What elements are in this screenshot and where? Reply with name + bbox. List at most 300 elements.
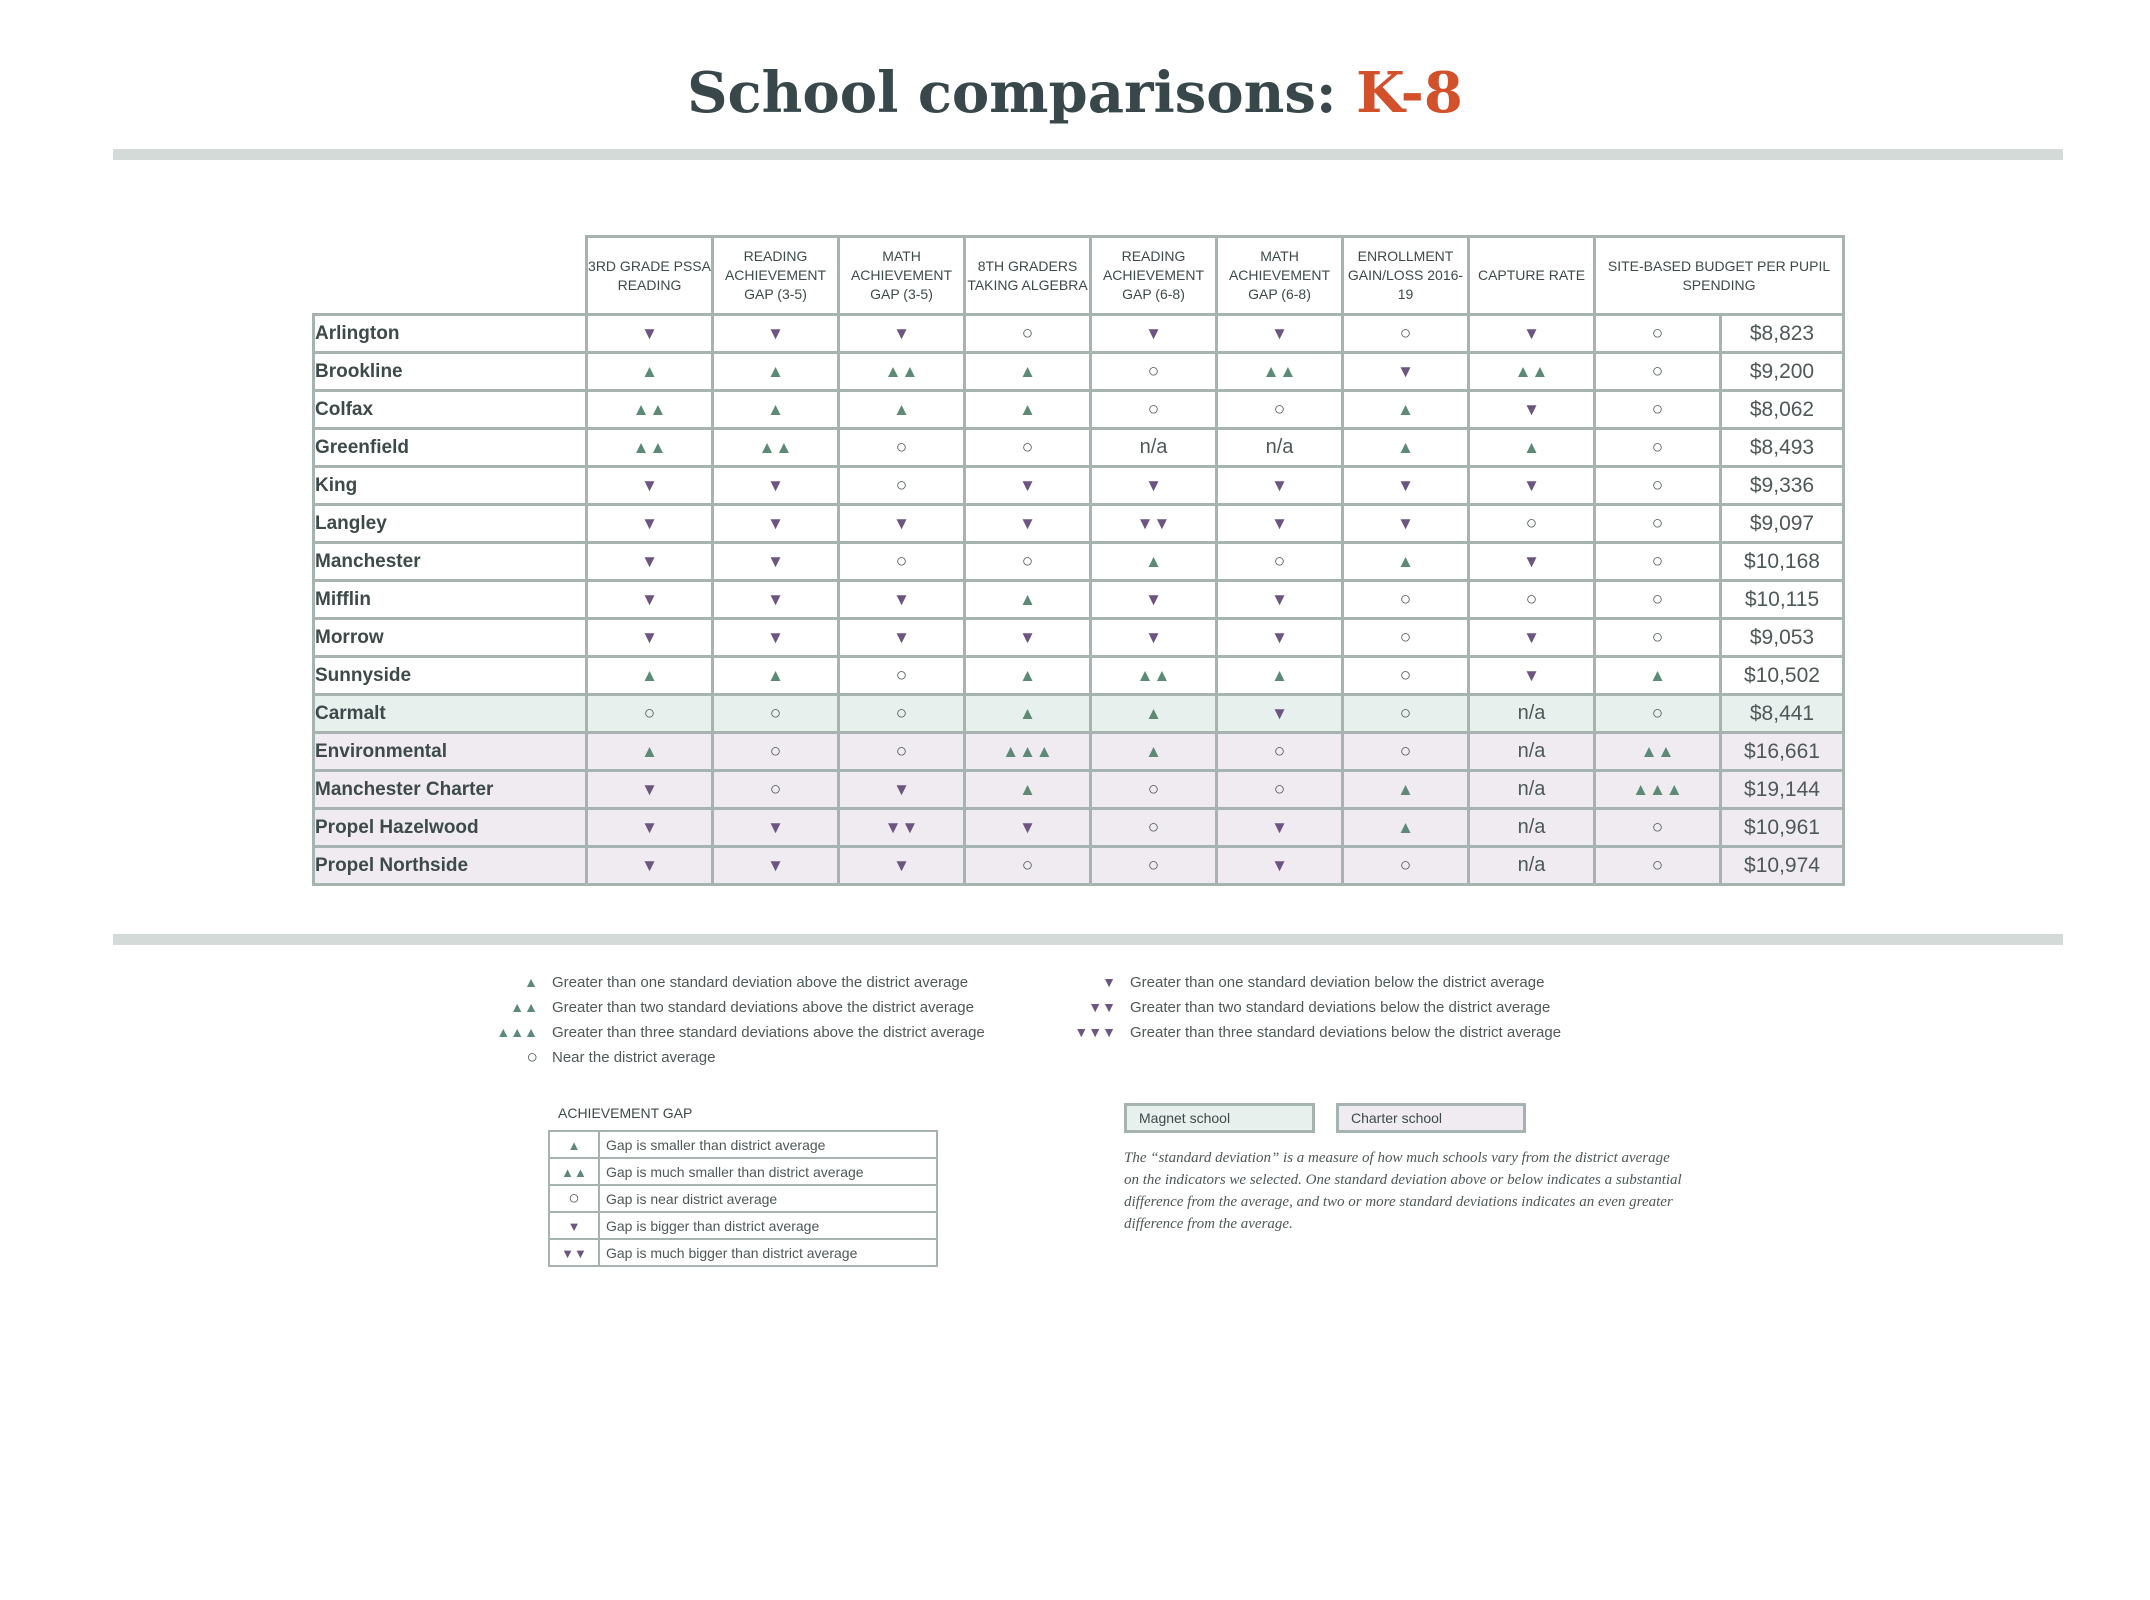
table-row — [314, 543, 1844, 581]
table-row — [314, 467, 1844, 505]
indicator-cell — [965, 657, 1091, 695]
indicator-cell — [1091, 695, 1217, 733]
triangle-down-icon: ▼ — [1145, 476, 1162, 495]
triangle-down-icon: ▼ — [1271, 818, 1288, 837]
triangle-down-icon: ▼ — [893, 628, 910, 647]
legend-item — [470, 1045, 985, 1070]
indicator-cell — [965, 809, 1091, 847]
indicator-cell — [1469, 505, 1595, 543]
indicator-cell — [713, 619, 839, 657]
indicator-cell — [1469, 429, 1595, 467]
triangle-down-icon: ▼ — [767, 628, 784, 647]
triangle-up-icon: ▲ — [567, 1137, 581, 1153]
triangle-up-icon: ▲ — [641, 742, 658, 761]
indicator-cell — [1217, 391, 1343, 429]
indicator-cell — [1343, 619, 1469, 657]
triangle-down-icon: ▼ — [641, 514, 658, 533]
col-header: READING ACHIEVEMENT GAP (6-8) — [1091, 237, 1217, 315]
per-pupil-spending: $19,144 — [1721, 771, 1844, 809]
triangle-up-icon: ▲ — [1523, 438, 1540, 457]
indicator-cell — [965, 391, 1091, 429]
comparison-table — [312, 235, 1845, 886]
school-name: Propel Hazelwood — [314, 809, 587, 847]
indicator-cell — [1595, 505, 1721, 543]
indicator-cell — [1091, 543, 1217, 581]
triangle-down-icon: ▼ — [641, 818, 658, 837]
triangle-up-icon: ▲▲ — [1514, 362, 1549, 381]
achievement-gap-text: Gap is much bigger than district average — [599, 1239, 937, 1266]
indicator-cell — [1091, 353, 1217, 391]
school-name: Propel Northside — [314, 847, 587, 885]
indicator-cell — [587, 543, 713, 581]
per-pupil-spending: $8,823 — [1721, 315, 1844, 353]
circle-icon: ○ — [895, 475, 908, 496]
indicator-cell — [965, 695, 1091, 733]
triangle-up-icon: ▲ — [1019, 590, 1036, 609]
table-row — [314, 315, 1844, 353]
legend-text: Greater than two standard deviations below the district average — [1130, 999, 1551, 1016]
na-text: n/a — [1517, 702, 1546, 724]
indicator-cell — [1469, 847, 1595, 885]
indicator-cell — [1217, 543, 1343, 581]
circle-icon: ○ — [1273, 551, 1286, 572]
school-name: Arlington — [314, 315, 587, 353]
school-name: Environmental — [314, 733, 587, 771]
achievement-gap-symbol — [549, 1239, 599, 1266]
indicator-cell — [587, 353, 713, 391]
indicator-cell — [1217, 809, 1343, 847]
circle-icon: ○ — [1525, 513, 1538, 534]
circle-icon: ○ — [895, 437, 908, 458]
circle-icon: ○ — [769, 779, 782, 800]
school-name: Morrow — [314, 619, 587, 657]
triangle-up-icon: ▲ — [1019, 704, 1036, 723]
triangle-down-icon: ▼▼ — [884, 818, 919, 837]
indicator-cell — [1217, 467, 1343, 505]
triangle-up-icon: ▲ — [1397, 400, 1414, 419]
indicator-cell — [1343, 467, 1469, 505]
triangle-down-icon: ▼ — [1019, 476, 1036, 495]
na-text: n/a — [1517, 740, 1546, 762]
circle-icon: ○ — [1273, 399, 1286, 420]
na-text: n/a — [1517, 854, 1546, 876]
triangle-up-icon: ▲ — [641, 362, 658, 381]
school-name: Sunnyside — [314, 657, 587, 695]
title-highlight: K-8 — [1356, 60, 1463, 126]
circle-icon: ○ — [1021, 855, 1034, 876]
indicator-cell — [1595, 619, 1721, 657]
triangle-up-icon: ▲ — [893, 400, 910, 419]
table-row — [314, 847, 1844, 885]
circle-icon: ○ — [1651, 551, 1664, 572]
triangle-down-icon: ▼ — [1523, 324, 1540, 343]
achievement-gap-symbol — [549, 1158, 599, 1185]
triangle-up-icon: ▲ — [641, 666, 658, 685]
achievement-gap-text: Gap is near district average — [599, 1185, 937, 1212]
indicator-cell — [713, 391, 839, 429]
indicator-cell — [1469, 771, 1595, 809]
circle-icon: ○ — [1651, 475, 1664, 496]
indicator-cell — [1343, 505, 1469, 543]
magnet-school-key: Magnet school — [1124, 1103, 1315, 1133]
indicator-cell — [587, 695, 713, 733]
triangle-down-icon: ▼▼ — [561, 1245, 587, 1261]
indicator-cell — [1595, 391, 1721, 429]
triangle-up-icon: ▲ — [1397, 552, 1414, 571]
top-divider — [113, 149, 2063, 160]
indicator-cell — [713, 543, 839, 581]
indicator-cell — [1469, 695, 1595, 733]
indicator-cell — [1091, 809, 1217, 847]
table-row — [314, 733, 1844, 771]
indicator-cell — [1091, 657, 1217, 695]
indicator-cell — [1595, 771, 1721, 809]
table-row — [314, 809, 1844, 847]
indicator-cell — [1217, 429, 1343, 467]
triangle-down-icon: ▼ — [567, 1218, 581, 1234]
indicator-cell — [1595, 429, 1721, 467]
indicator-cell — [965, 771, 1091, 809]
indicator-cell — [839, 543, 965, 581]
triangle-up-icon: ▲ — [767, 400, 784, 419]
indicator-cell — [1469, 543, 1595, 581]
indicator-cell — [1343, 695, 1469, 733]
school-name: Manchester — [314, 543, 587, 581]
school-name: Colfax — [314, 391, 587, 429]
indicator-cell — [1343, 353, 1469, 391]
indicator-cell — [713, 809, 839, 847]
circle-icon: ○ — [1399, 741, 1412, 762]
na-text: n/a — [1517, 778, 1546, 800]
circle-icon: ○ — [1525, 589, 1538, 610]
na-text: n/a — [1265, 436, 1294, 458]
triangle-down-icon: ▼ — [893, 856, 910, 875]
triangle-down-icon: ▼ — [1397, 476, 1414, 495]
triangle-down-icon: ▼ — [767, 476, 784, 495]
indicator-cell — [965, 315, 1091, 353]
indicator-cell — [587, 505, 713, 543]
circle-icon: ○ — [895, 551, 908, 572]
triangle-down-icon: ▼ — [1271, 856, 1288, 875]
legend-symbol — [1048, 999, 1130, 1016]
triangle-down-icon: ▼▼▼ — [1074, 1024, 1116, 1040]
legend-text: Greater than three standard deviations below the district average — [1130, 1024, 1562, 1041]
indicator-cell — [587, 809, 713, 847]
legend-item — [1048, 1020, 1561, 1045]
triangle-up-icon: ▲ — [1019, 400, 1036, 419]
per-pupil-spending: $8,441 — [1721, 695, 1844, 733]
table-row — [314, 619, 1844, 657]
triangle-down-icon: ▼ — [641, 324, 658, 343]
legend-item — [470, 1020, 985, 1045]
table-body — [314, 315, 1844, 885]
triangle-down-icon: ▼ — [1523, 552, 1540, 571]
col-header: MATH ACHIEVEMENT GAP (6-8) — [1217, 237, 1343, 315]
triangle-down-icon: ▼ — [1145, 590, 1162, 609]
legend-text: Greater than one standard deviation below the district average — [1130, 974, 1545, 991]
triangle-up-icon: ▲ — [767, 362, 784, 381]
triangle-up-icon: ▲▲ — [632, 438, 667, 457]
indicator-cell — [839, 429, 965, 467]
table-row — [314, 505, 1844, 543]
triangle-up-icon: ▲▲ — [561, 1164, 587, 1180]
achievement-gap-legend — [548, 1130, 938, 1267]
indicator-cell — [713, 695, 839, 733]
triangle-down-icon: ▼ — [1271, 324, 1288, 343]
triangle-up-icon: ▲▲▲ — [496, 1024, 538, 1040]
triangle-down-icon: ▼ — [641, 780, 658, 799]
triangle-down-icon: ▼ — [1019, 818, 1036, 837]
per-pupil-spending: $9,200 — [1721, 353, 1844, 391]
indicator-cell — [1343, 581, 1469, 619]
triangle-down-icon: ▼ — [1019, 514, 1036, 533]
legend-text: Near the district average — [552, 1049, 716, 1066]
triangle-up-icon: ▲▲ — [632, 400, 667, 419]
indicator-cell — [839, 657, 965, 695]
col-header: MATH ACHIEVEMENT GAP (3-5) — [839, 237, 965, 315]
col-header: 8TH GRADERS TAKING ALGEBRA — [965, 237, 1091, 315]
indicator-cell — [1595, 847, 1721, 885]
indicator-cell — [1469, 353, 1595, 391]
circle-icon: ○ — [1651, 399, 1664, 420]
circle-icon: ○ — [895, 703, 908, 724]
circle-icon: ○ — [769, 741, 782, 762]
triangle-down-icon: ▼▼ — [1088, 999, 1116, 1015]
indicator-cell — [965, 581, 1091, 619]
indicator-cell — [1217, 657, 1343, 695]
indicator-cell — [1091, 771, 1217, 809]
triangle-up-icon: ▲ — [1649, 666, 1666, 685]
achievement-gap-text: Gap is much smaller than district average — [599, 1158, 937, 1185]
indicator-cell — [1343, 657, 1469, 695]
indicator-cell — [1091, 619, 1217, 657]
indicator-cell — [587, 657, 713, 695]
indicator-cell — [1469, 391, 1595, 429]
triangle-up-icon: ▲ — [1397, 438, 1414, 457]
legend-text: Greater than three standard deviations above the district average — [552, 1024, 985, 1041]
achievement-gap-symbol — [549, 1131, 599, 1158]
table-row — [314, 657, 1844, 695]
circle-icon: ○ — [1399, 665, 1412, 686]
triangle-up-icon: ▲▲ — [1136, 666, 1171, 685]
legend-above — [470, 970, 985, 1070]
circle-icon: ○ — [1399, 323, 1412, 344]
triangle-down-icon: ▼ — [1523, 400, 1540, 419]
achievement-gap-symbol — [549, 1212, 599, 1239]
indicator-cell — [1595, 543, 1721, 581]
circle-icon: ○ — [1147, 399, 1160, 420]
achievement-gap-title: ACHIEVEMENT GAP — [558, 1105, 693, 1121]
legend-text: Greater than one standard deviation above the district average — [552, 974, 969, 991]
circle-icon: ○ — [526, 1047, 538, 1068]
indicator-cell — [1343, 391, 1469, 429]
triangle-down-icon: ▼ — [641, 628, 658, 647]
triangle-up-icon: ▲ — [767, 666, 784, 685]
per-pupil-spending: $10,961 — [1721, 809, 1844, 847]
indicator-cell — [1217, 847, 1343, 885]
indicator-cell — [1217, 581, 1343, 619]
triangle-up-icon: ▲ — [1019, 666, 1036, 685]
circle-icon: ○ — [1651, 589, 1664, 610]
achievement-gap-row — [549, 1158, 937, 1185]
triangle-down-icon: ▼ — [767, 590, 784, 609]
per-pupil-spending: $10,168 — [1721, 543, 1844, 581]
indicator-cell — [1091, 581, 1217, 619]
circle-icon: ○ — [895, 665, 908, 686]
indicator-cell — [1217, 771, 1343, 809]
indicator-cell — [1469, 733, 1595, 771]
circle-icon: ○ — [1147, 817, 1160, 838]
indicator-cell — [587, 315, 713, 353]
circle-icon: ○ — [1147, 855, 1160, 876]
circle-icon: ○ — [1651, 855, 1664, 876]
indicator-cell — [1595, 315, 1721, 353]
indicator-cell — [713, 505, 839, 543]
indicator-cell — [1595, 657, 1721, 695]
achievement-gap-row — [549, 1239, 937, 1266]
legend-item — [1048, 970, 1561, 995]
indicator-cell — [1343, 733, 1469, 771]
circle-icon: ○ — [1651, 703, 1664, 724]
triangle-up-icon: ▲ — [1145, 552, 1162, 571]
school-name: King — [314, 467, 587, 505]
indicator-cell — [1217, 315, 1343, 353]
indicator-cell — [965, 429, 1091, 467]
school-name: Carmalt — [314, 695, 587, 733]
indicator-cell — [1217, 353, 1343, 391]
indicator-cell — [713, 733, 839, 771]
circle-icon: ○ — [1021, 551, 1034, 572]
bottom-divider — [113, 934, 2063, 945]
indicator-cell — [839, 467, 965, 505]
indicator-cell — [965, 467, 1091, 505]
triangle-down-icon: ▼ — [1145, 628, 1162, 647]
indicator-cell — [1595, 733, 1721, 771]
circle-icon: ○ — [895, 741, 908, 762]
indicator-cell — [713, 771, 839, 809]
table-row — [314, 581, 1844, 619]
indicator-cell — [1217, 505, 1343, 543]
triangle-down-icon: ▼ — [893, 590, 910, 609]
indicator-cell — [1091, 391, 1217, 429]
indicator-cell — [1091, 467, 1217, 505]
indicator-cell — [965, 505, 1091, 543]
indicator-cell — [965, 543, 1091, 581]
indicator-cell — [1343, 429, 1469, 467]
triangle-down-icon: ▼ — [1523, 628, 1540, 647]
indicator-cell — [713, 353, 839, 391]
triangle-down-icon: ▼ — [893, 324, 910, 343]
indicator-cell — [839, 353, 965, 391]
indicator-cell — [1091, 315, 1217, 353]
indicator-cell — [1091, 847, 1217, 885]
indicator-cell — [965, 353, 1091, 391]
indicator-cell — [1469, 315, 1595, 353]
indicator-cell — [839, 505, 965, 543]
header-blank — [314, 237, 587, 315]
triangle-down-icon: ▼ — [1271, 476, 1288, 495]
indicator-cell — [587, 391, 713, 429]
circle-icon: ○ — [769, 703, 782, 724]
indicator-cell — [839, 391, 965, 429]
indicator-cell — [839, 733, 965, 771]
col-header: SITE-BASED BUDGET PER PUPIL SPENDING — [1595, 237, 1844, 315]
circle-icon: ○ — [1273, 779, 1286, 800]
indicator-cell — [839, 315, 965, 353]
legend-below — [1048, 970, 1561, 1045]
triangle-down-icon: ▼ — [767, 818, 784, 837]
circle-icon: ○ — [1651, 361, 1664, 382]
per-pupil-spending: $10,974 — [1721, 847, 1844, 885]
col-header: CAPTURE RATE — [1469, 237, 1595, 315]
triangle-up-icon: ▲ — [524, 974, 538, 990]
indicator-cell — [1217, 733, 1343, 771]
school-name: Greenfield — [314, 429, 587, 467]
per-pupil-spending: $8,062 — [1721, 391, 1844, 429]
indicator-cell — [713, 429, 839, 467]
per-pupil-spending: $9,336 — [1721, 467, 1844, 505]
indicator-cell — [1595, 353, 1721, 391]
indicator-cell — [1343, 315, 1469, 353]
indicator-cell — [587, 467, 713, 505]
per-pupil-spending: $16,661 — [1721, 733, 1844, 771]
circle-icon: ○ — [1651, 817, 1664, 838]
circle-icon: ○ — [568, 1188, 580, 1209]
indicator-cell — [1343, 771, 1469, 809]
indicator-cell — [1595, 695, 1721, 733]
col-header: ENROLLMENT GAIN/LOSS 2016-19 — [1343, 237, 1469, 315]
achievement-gap-symbol — [549, 1185, 599, 1212]
indicator-cell — [1091, 505, 1217, 543]
triangle-up-icon: ▲ — [1271, 666, 1288, 685]
indicator-cell — [965, 847, 1091, 885]
legend-symbol — [470, 974, 552, 991]
legend-symbol — [470, 1048, 552, 1067]
achievement-gap-text: Gap is smaller than district average — [599, 1131, 937, 1158]
legend-item — [470, 970, 985, 995]
circle-icon: ○ — [1399, 589, 1412, 610]
triangle-down-icon: ▼ — [767, 514, 784, 533]
circle-icon: ○ — [1399, 627, 1412, 648]
triangle-down-icon: ▼ — [1271, 590, 1288, 609]
triangle-down-icon: ▼▼ — [1136, 514, 1171, 533]
indicator-cell — [1469, 809, 1595, 847]
circle-icon: ○ — [1021, 437, 1034, 458]
circle-icon: ○ — [1147, 361, 1160, 382]
header-row — [314, 237, 1844, 315]
table-row — [314, 771, 1844, 809]
triangle-down-icon: ▼ — [641, 552, 658, 571]
indicator-cell — [713, 581, 839, 619]
achievement-gap-row — [549, 1212, 937, 1239]
school-name: Mifflin — [314, 581, 587, 619]
triangle-up-icon: ▲▲ — [1262, 362, 1297, 381]
circle-icon: ○ — [1651, 323, 1664, 344]
circle-icon: ○ — [1651, 437, 1664, 458]
standard-deviation-note: The “standard deviation” is a measure of how much schools vary from the district average on the indicators we selected. One standard deviation above or below indicates a substantial difference from the average, and two or more standard deviations indicates an even greater difference from the average. — [1124, 1150, 1682, 1232]
per-pupil-spending: $8,493 — [1721, 429, 1844, 467]
triangle-up-icon: ▲ — [1397, 780, 1414, 799]
table-row — [314, 429, 1844, 467]
legend-item — [1048, 995, 1561, 1020]
triangle-down-icon: ▼ — [1271, 514, 1288, 533]
circle-icon: ○ — [1021, 323, 1034, 344]
triangle-down-icon: ▼ — [641, 476, 658, 495]
indicator-cell — [1469, 619, 1595, 657]
school-name: Brookline — [314, 353, 587, 391]
per-pupil-spending: $9,097 — [1721, 505, 1844, 543]
circle-icon: ○ — [1273, 741, 1286, 762]
